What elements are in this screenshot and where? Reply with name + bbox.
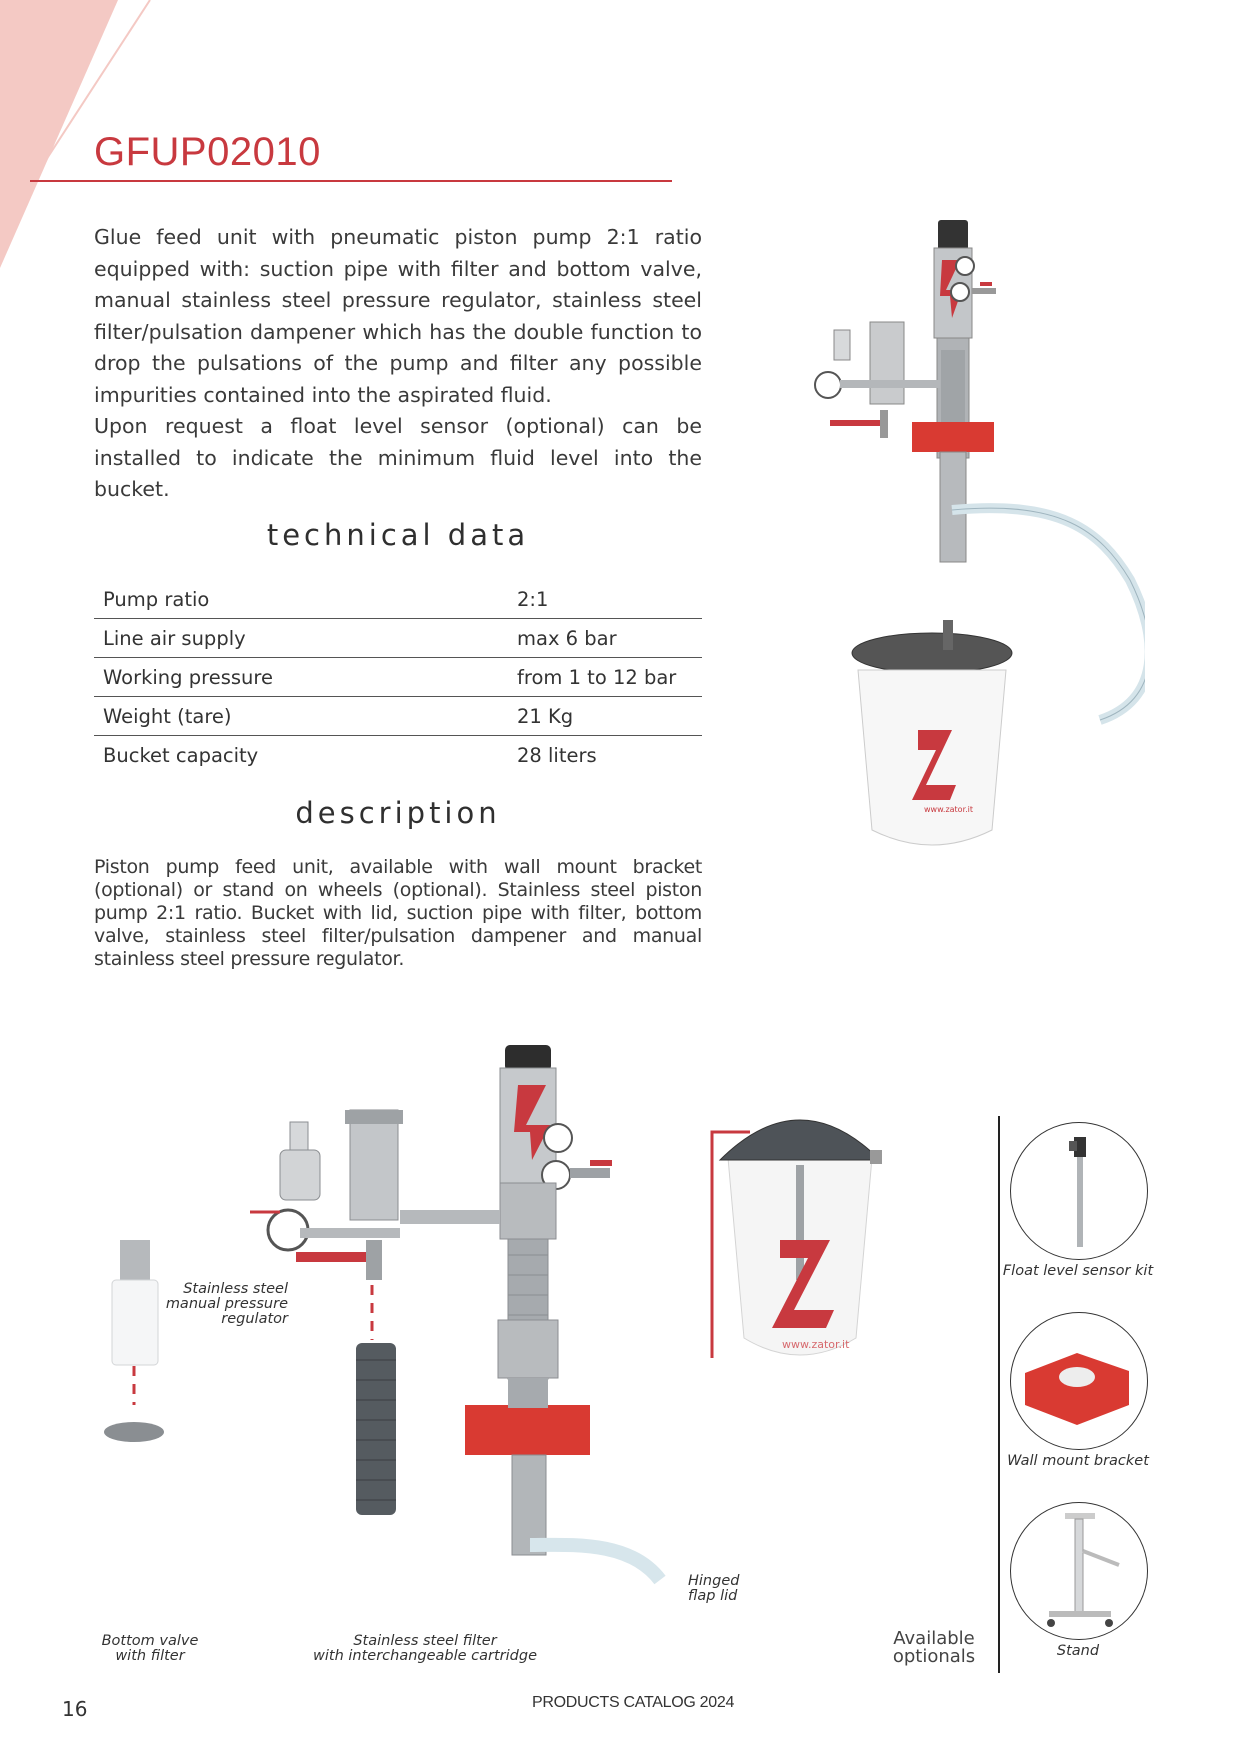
label-stainless-filter — [300, 1634, 550, 1664]
catalog-footer: PRODUCTS CATALOG 2024 — [532, 1694, 735, 1711]
float-sensor-icon — [1011, 1123, 1147, 1259]
page-number: 16 — [62, 1697, 88, 1721]
optional-float-sensor-image — [1010, 1122, 1148, 1260]
label-line: with interchangeable cartridge — [313, 1648, 537, 1664]
label-line: manual pressure — [165, 1296, 288, 1312]
intro-text — [94, 222, 702, 506]
spec-value: 21 Kg — [517, 697, 702, 736]
label-hinged-lid — [688, 1574, 768, 1604]
technical-data-table — [94, 580, 702, 774]
description-heading: description — [295, 796, 501, 830]
optional-wall-bracket-label: Wall mount bracket — [1007, 1453, 1149, 1469]
table-row — [94, 697, 702, 736]
spec-value: 28 liters — [517, 736, 702, 775]
intro-paragraph-1: Glue feed unit with pneumatic piston pump 2:1 ratio equipped with: suction pipe with filter and bottom valve, manual stainless steel pressure regulator, stainless steel filter/pulsation dampener which has the double function to drop the pulsations of the pump and filter any possible impurities contained into the aspirated fluid. — [94, 225, 702, 407]
spec-value: 2:1 — [517, 587, 549, 611]
table-row — [94, 736, 702, 775]
optionals-divider — [998, 1116, 1000, 1673]
product-image-main — [800, 200, 1145, 850]
table-row — [94, 658, 702, 697]
table-row — [94, 619, 702, 658]
label-line: Hinged — [688, 1573, 740, 1589]
spec-label: Pump ratio — [103, 587, 210, 611]
spec-label: Working pressure — [94, 658, 517, 697]
optionals-heading-line: optionals — [892, 1646, 976, 1667]
bucket-url: www.zator.it — [924, 805, 974, 814]
optional-stand-image — [1010, 1502, 1148, 1640]
optional-float-sensor-label: Float level sensor kit — [1002, 1263, 1154, 1279]
technical-data-heading: technical data — [266, 518, 530, 552]
title-underline — [30, 180, 672, 182]
optional-wall-bracket-image — [1010, 1312, 1148, 1450]
label-line: regulator — [221, 1311, 288, 1327]
spec-label: Bucket capacity — [94, 736, 517, 775]
intro-paragraph-2: Upon request a float level sensor (optional) can be installed to indicate the minimum fluid level into the bucket. — [94, 414, 702, 501]
spec-label: Weight (tare) — [94, 697, 517, 736]
spec-value: from 1 to 12 bar — [517, 658, 702, 697]
bucket-url-large: www.zator.it — [782, 1338, 850, 1351]
available-optionals-heading — [880, 1630, 988, 1666]
stand-icon — [1011, 1503, 1147, 1639]
description-text: Piston pump feed unit, available with wall mount bracket (optional) or stand on wheels (optional). Stainless steel piston pump 2:1 ratio. Bucket with lid, suction pipe with filter, bottom valve, stainless steel filter/pulsation dampener and manual stainless steel pressure regulator. — [94, 856, 702, 970]
spec-label: Line air supply — [94, 619, 517, 658]
spec-value: max 6 bar — [517, 619, 702, 658]
label-line: with filter — [115, 1648, 185, 1664]
label-bottom-valve — [90, 1634, 210, 1664]
label-line: Bottom valve — [101, 1633, 199, 1649]
label-pressure-regulator — [150, 1282, 288, 1327]
optional-stand-label: Stand — [1056, 1643, 1100, 1659]
page-title: GFUP02010 — [94, 130, 321, 174]
table-row — [94, 580, 702, 619]
label-line: flap lid — [688, 1588, 738, 1604]
optionals-heading-line: Available — [893, 1628, 975, 1649]
label-line: Stainless steel filter — [353, 1633, 497, 1649]
wall-bracket-icon — [1011, 1313, 1147, 1449]
label-line: Stainless steel — [183, 1281, 288, 1297]
